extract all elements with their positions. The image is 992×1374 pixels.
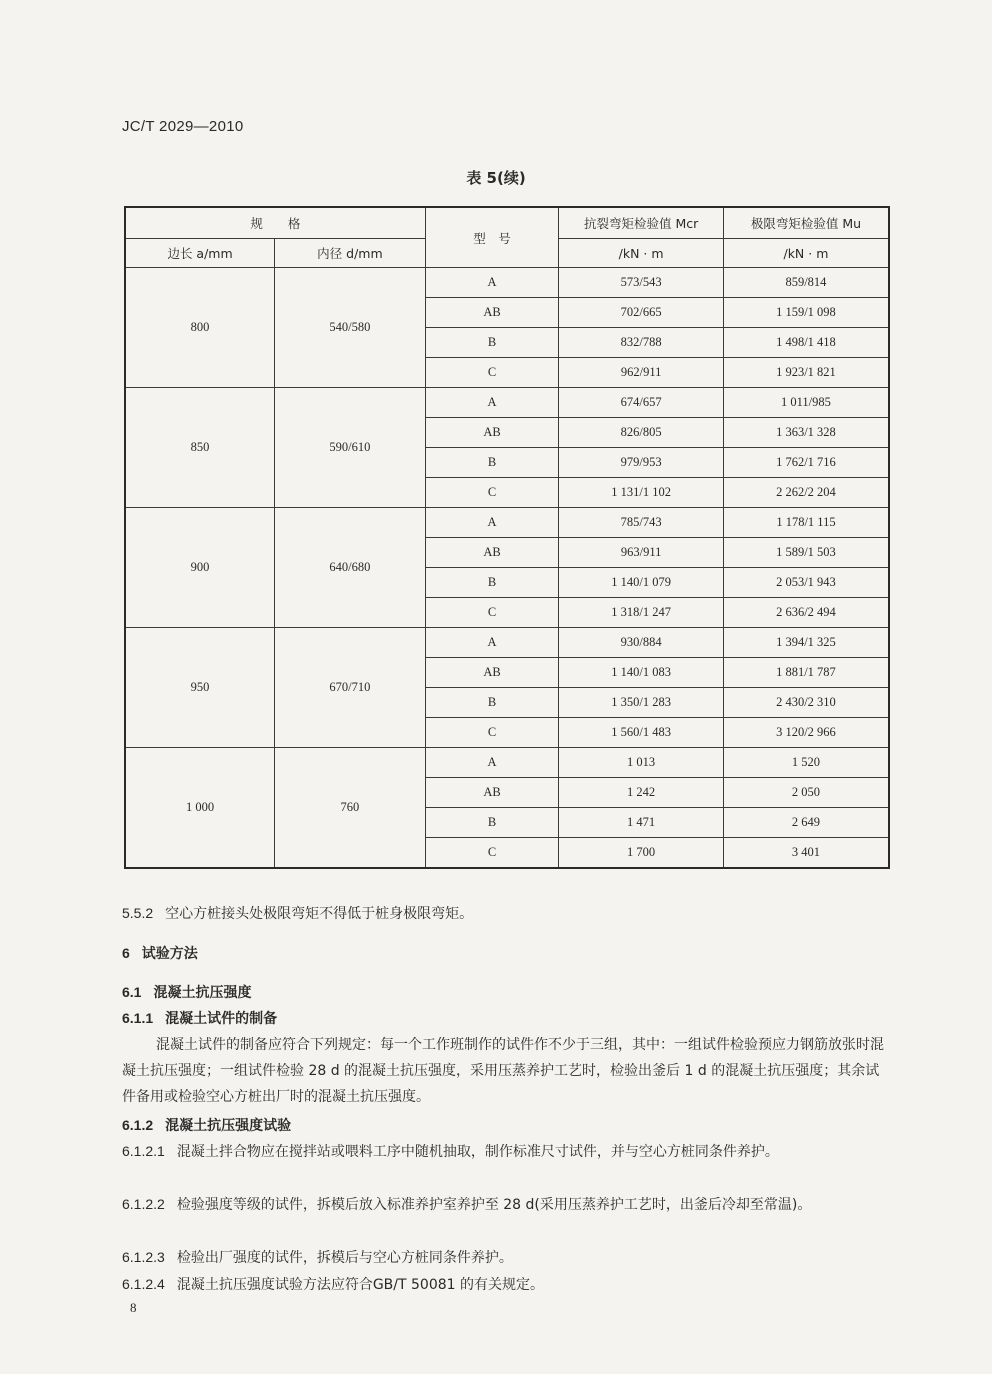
cell-side-length: 800 bbox=[125, 268, 275, 388]
cell-type: B bbox=[425, 568, 559, 598]
cell-inner-diameter: 540/580 bbox=[275, 268, 426, 388]
cell-mu: 1 589/1 503 bbox=[723, 538, 889, 568]
cell-mcr: 962/911 bbox=[559, 358, 724, 388]
cell-mu: 3 401 bbox=[723, 838, 889, 869]
cell-mcr: 832/788 bbox=[559, 328, 724, 358]
table-row bbox=[125, 748, 889, 778]
cell-type: A bbox=[425, 748, 559, 778]
cell-side-length: 850 bbox=[125, 388, 275, 508]
cell-side-length: 950 bbox=[125, 628, 275, 748]
cell-type: B bbox=[425, 688, 559, 718]
cell-type: C bbox=[425, 718, 559, 748]
table-row bbox=[125, 628, 889, 658]
bending-moment-table bbox=[124, 206, 890, 869]
section-6-1-heading: 6.1 混凝土抗压强度 bbox=[122, 984, 252, 1001]
table-body bbox=[125, 268, 889, 869]
cell-mcr: 1 471 bbox=[559, 808, 724, 838]
cell-type: AB bbox=[425, 778, 559, 808]
page-number: 8 bbox=[130, 1300, 137, 1315]
cell-inner-diameter: 670/710 bbox=[275, 628, 426, 748]
cell-mu: 859/814 bbox=[723, 268, 889, 298]
section-6-1-1-heading: 6.1.1 混凝土试件的制备 bbox=[122, 1010, 278, 1027]
cell-mu: 1 159/1 098 bbox=[723, 298, 889, 328]
cell-mcr: 1 318/1 247 bbox=[559, 598, 724, 628]
cell-mu: 2 636/2 494 bbox=[723, 598, 889, 628]
header-spec: 规 格 bbox=[125, 207, 425, 239]
header-inner: 内径 d/mm bbox=[275, 239, 426, 268]
clause-6-1-2-1: 6.1.2.1 混凝土拌合物应在搅拌站或喂料工序中随机抽取，制作标准尺寸试件，并与空心方桩同条件养护。 bbox=[122, 1143, 779, 1160]
cell-mcr: 1 140/1 083 bbox=[559, 658, 724, 688]
cell-mu: 1 498/1 418 bbox=[723, 328, 889, 358]
cell-type: AB bbox=[425, 298, 559, 328]
cell-type: AB bbox=[425, 418, 559, 448]
cell-inner-diameter: 760 bbox=[275, 748, 426, 869]
header-mu: 极限弯矩检验值 Mu bbox=[723, 207, 889, 239]
cell-mcr: 930/884 bbox=[559, 628, 724, 658]
table-row bbox=[125, 388, 889, 418]
cell-mcr: 702/665 bbox=[559, 298, 724, 328]
cell-type: A bbox=[425, 268, 559, 298]
header-mcr: 抗裂弯矩检验值 Mcr bbox=[559, 207, 724, 239]
cell-mcr: 1 131/1 102 bbox=[559, 478, 724, 508]
clause-6-1-2-4: 6.1.2.4 混凝土抗压强度试验方法应符合GB/T 50081 的有关规定。 bbox=[122, 1276, 544, 1293]
cell-type: C bbox=[425, 838, 559, 869]
cell-mu: 1 881/1 787 bbox=[723, 658, 889, 688]
header-mcr-unit: /kN · m bbox=[559, 239, 724, 268]
cell-mcr: 1 140/1 079 bbox=[559, 568, 724, 598]
cell-mcr: 979/953 bbox=[559, 448, 724, 478]
cell-type: A bbox=[425, 388, 559, 418]
table-row bbox=[125, 268, 889, 298]
cell-type: AB bbox=[425, 658, 559, 688]
cell-type: C bbox=[425, 478, 559, 508]
cell-side-length: 900 bbox=[125, 508, 275, 628]
cell-type: A bbox=[425, 508, 559, 538]
cell-type: B bbox=[425, 808, 559, 838]
cell-mu: 1 011/985 bbox=[723, 388, 889, 418]
cell-mu: 2 050 bbox=[723, 778, 889, 808]
cell-mu: 1 923/1 821 bbox=[723, 358, 889, 388]
cell-mcr: 1 350/1 283 bbox=[559, 688, 724, 718]
clause-6-1-2-2: 6.1.2.2 检验强度等级的试件，拆模后放入标准养护室养护至 28 d(采用压蒸养护工艺时，出釜后冷却至常温)。 bbox=[122, 1196, 812, 1213]
table-caption: 表 5(续) bbox=[466, 169, 526, 187]
cell-mu: 1 363/1 328 bbox=[723, 418, 889, 448]
cell-mcr: 963/911 bbox=[559, 538, 724, 568]
cell-type: B bbox=[425, 328, 559, 358]
cell-mu: 3 120/2 966 bbox=[723, 718, 889, 748]
header-mu-unit: /kN · m bbox=[723, 239, 889, 268]
cell-type: C bbox=[425, 598, 559, 628]
cell-mcr: 1 242 bbox=[559, 778, 724, 808]
clause-5-5-2: 5.5.2 空心方桩接头处极限弯矩不得低于桩身极限弯矩。 bbox=[122, 905, 474, 922]
standard-code: JC/T 2029—2010 bbox=[122, 118, 244, 135]
cell-mu: 1 762/1 716 bbox=[723, 448, 889, 478]
cell-mu: 2 262/2 204 bbox=[723, 478, 889, 508]
clause-6-1-2-3: 6.1.2.3 检验出厂强度的试件，拆模后与空心方桩同条件养护。 bbox=[122, 1249, 513, 1266]
cell-mcr: 674/657 bbox=[559, 388, 724, 418]
header-side: 边长 a/mm bbox=[125, 239, 275, 268]
cell-mcr: 1 013 bbox=[559, 748, 724, 778]
cell-inner-diameter: 590/610 bbox=[275, 388, 426, 508]
section-6-1-2-heading: 6.1.2 混凝土抗压强度试验 bbox=[122, 1117, 292, 1134]
cell-side-length: 1 000 bbox=[125, 748, 275, 869]
cell-mu: 2 649 bbox=[723, 808, 889, 838]
cell-mcr: 785/743 bbox=[559, 508, 724, 538]
cell-inner-diameter: 640/680 bbox=[275, 508, 426, 628]
header-type: 型 号 bbox=[425, 207, 559, 268]
section-6-heading: 6 试验方法 bbox=[122, 945, 198, 962]
cell-mcr: 1 560/1 483 bbox=[559, 718, 724, 748]
cell-mu: 1 520 bbox=[723, 748, 889, 778]
cell-mcr: 1 700 bbox=[559, 838, 724, 869]
cell-mu: 1 394/1 325 bbox=[723, 628, 889, 658]
table-row bbox=[125, 508, 889, 538]
cell-mcr: 573/543 bbox=[559, 268, 724, 298]
cell-type: A bbox=[425, 628, 559, 658]
cell-mu: 2 430/2 310 bbox=[723, 688, 889, 718]
paragraph-6-1-1: 混凝土试件的制备应符合下列规定：每一个工作班制作的试件作不少于三组，其中：一组试件检验预应力钢筋放张时混凝土抗压强度；一组试件检验 28 d 的混凝土抗压强度，采用压蒸养护工艺时，检验出釜后 1 d 的混凝土抗压强度；其余试件备用或检验空心方桩出厂时的混凝土抗压强度。 bbox=[122, 1037, 884, 1105]
cell-type: C bbox=[425, 358, 559, 388]
cell-mu: 1 178/1 115 bbox=[723, 508, 889, 538]
cell-mu: 2 053/1 943 bbox=[723, 568, 889, 598]
cell-type: B bbox=[425, 448, 559, 478]
cell-type: AB bbox=[425, 538, 559, 568]
cell-mcr: 826/805 bbox=[559, 418, 724, 448]
